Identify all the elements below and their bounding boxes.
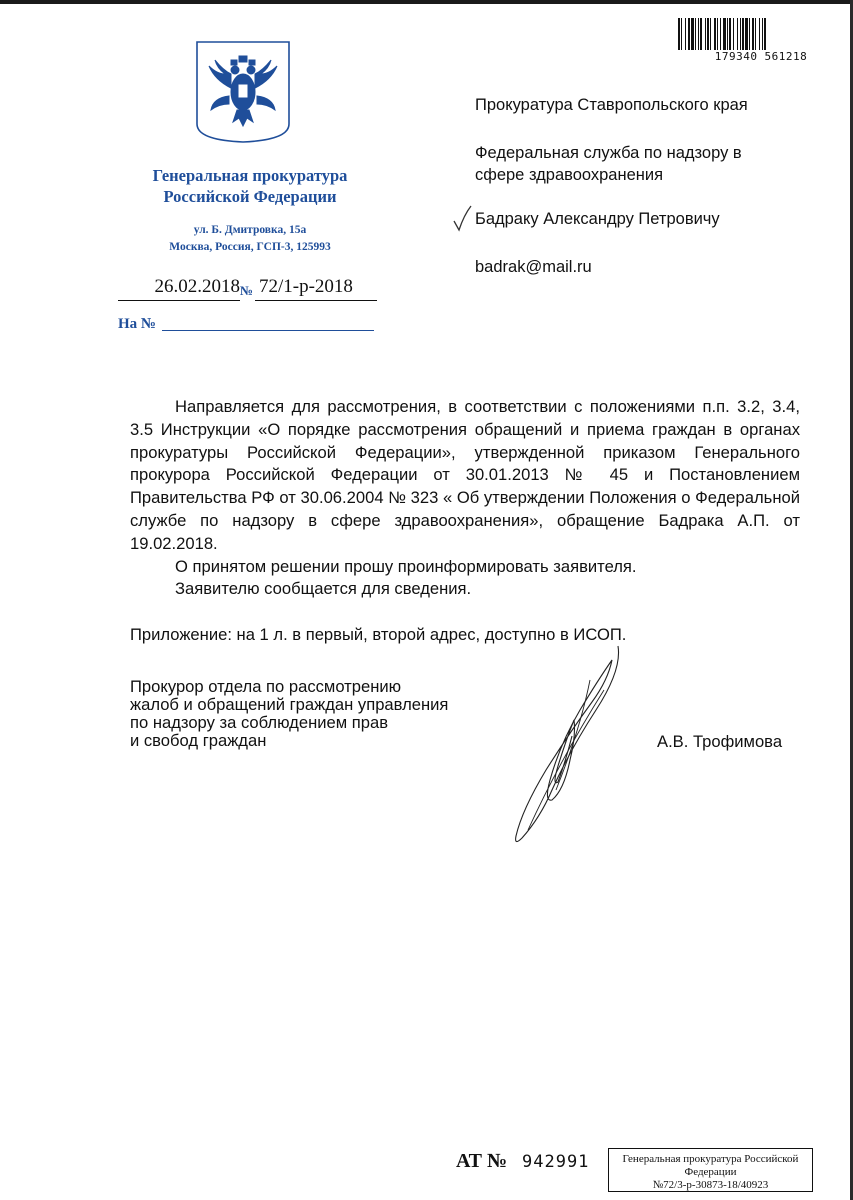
barcode-bar: [698, 18, 699, 50]
body-paragraph-main: Направляется для рассмотрения, в соответствии с положениями п.п. 3.2, 3.4, 3.5 Инструкции «О порядке рассмотрения обращений и приема граждан в органах прокуратуры Российской Федерации», утвержденной приказом Генерального прокурора Российской Федерации от 30.01.2013 № 45 и Постановлением Правительства РФ от 30.06.2004 № 323 « Об утверждении Положения о Федеральной службе по надзору в сфере здравоохранения», обращение Бадрака А.П. от 19.02.2018.: [130, 397, 800, 553]
org-name-line1: Генеральная прокуратура: [152, 166, 348, 185]
barcode-bar: [742, 18, 744, 50]
signer-name: А.В. Трофимова: [657, 732, 783, 751]
barcode-bar: [705, 18, 706, 50]
barcode-bar: [695, 18, 696, 50]
barcode-bar: [688, 18, 690, 50]
barcode-bar: [681, 18, 682, 50]
barcode-number: 179340 561218: [676, 50, 846, 63]
org-address: [120, 222, 380, 256]
barcode-bar: [678, 18, 680, 50]
signer-title-line4: и свобод граждан: [130, 731, 267, 750]
barcode-bar: [737, 18, 738, 50]
addressee-prosecutor-office: Прокуратура Ставропольского края: [475, 96, 748, 114]
barcode-bar: [720, 18, 721, 50]
reference-number-label: На №: [118, 316, 156, 332]
barcode-bar: [707, 18, 709, 50]
signer-title-line3: по надзору за соблюдением прав: [130, 713, 389, 732]
body-paragraph-notice: Заявителю сообщается для сведения.: [175, 579, 472, 599]
barcode-bar: [723, 18, 726, 50]
barcode-bar: [710, 18, 711, 50]
signer-title-line2: жалоб и обращений граждан управления: [130, 695, 449, 714]
registration-stamp: [608, 1148, 813, 1192]
stamp-line1: Генеральная прокуратура Российской: [622, 1153, 799, 1165]
barcode-bar: [729, 18, 731, 50]
barcode-bar: [714, 18, 716, 50]
handwritten-signature: [500, 640, 640, 850]
barcode-bar: [700, 18, 702, 50]
stamp-line3: №72/3-р-30873-18/40923: [652, 1179, 769, 1191]
barcode-bar: [764, 18, 766, 50]
signer-title: [130, 678, 510, 750]
org-address-line2: Москва, Россия, ГСП-3, 125993: [169, 241, 331, 253]
barcode-bar: [759, 18, 760, 50]
org-address-line1: ул. Б. Дмитровка, 15а: [193, 224, 307, 236]
letter-body: [130, 396, 800, 601]
addressee-person: Бадраку Александру Петровичу: [475, 210, 720, 228]
barcode-bar: [749, 18, 750, 50]
registration-number: 72/1-р-2018: [255, 276, 377, 301]
stamp-line2: Федерации: [684, 1166, 737, 1178]
barcode-bar: [717, 18, 718, 50]
barcode-bar: [691, 18, 694, 50]
barcode-bar: [740, 18, 741, 50]
reference-number-line: [162, 330, 374, 331]
handwritten-check-icon: [452, 205, 472, 233]
org-name: [100, 165, 400, 207]
addressee-email: badrak@mail.ru: [475, 258, 592, 276]
barcode-bar: [685, 18, 686, 50]
signer-title-line1: Прокурор отдела по рассмотрению: [130, 677, 402, 696]
appendix-note: Приложение: на 1 л. в первый, второй адрес, доступно в ИСОП.: [130, 625, 627, 644]
barcode-bar: [762, 18, 763, 50]
addressee-health-service: [475, 142, 742, 186]
barcode-bar: [727, 18, 728, 50]
barcode-bar: [745, 18, 748, 50]
coat-of-arms-emblem: [195, 40, 291, 144]
barcode-bar: [755, 18, 756, 50]
addressee-health-service-line1: Федеральная служба по надзору в: [475, 144, 742, 162]
registration-date: 26.02.2018: [118, 276, 240, 301]
addressee-health-service-line2: сфере здравоохранения: [475, 166, 664, 184]
org-name-line2: Российской Федерации: [163, 187, 337, 206]
body-paragraph-request: О принятом решении прошу проинформировать заявителя.: [175, 556, 637, 576]
scan-edge-top: [0, 0, 853, 4]
barcode-bar: [752, 18, 754, 50]
registration-number-label: №: [240, 283, 254, 298]
at-number-label: АТ №: [456, 1150, 508, 1172]
barcode-bar: [733, 18, 734, 50]
at-number: 942991: [522, 1152, 590, 1172]
